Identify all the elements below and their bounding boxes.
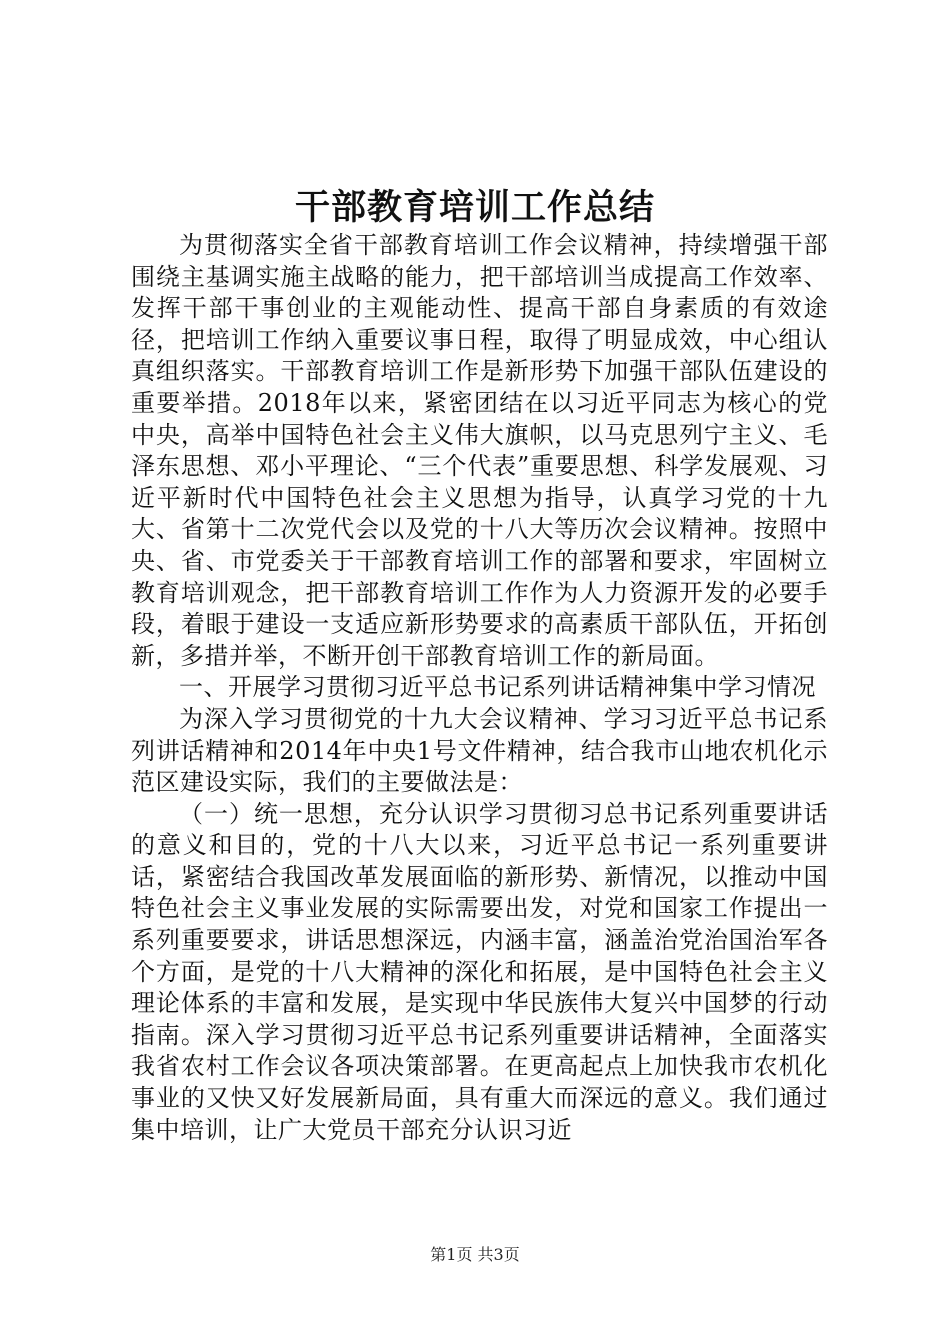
section-1-intro-paragraph: 为深入学习贯彻党的十九大会议精神、学习习近平总书记系列讲话精神和2014年中央1号文件精神，结合我市山地农机化示范区建设实际，我们的主要做法是： bbox=[131, 704, 828, 797]
subsection-1-paragraph: （一）统一思想，充分认识学习贯彻习总书记系列重要讲话的意义和目的，党的十八大以来，习近平总书记一系列重要讲话，紧密结合我国改革发展面临的新形势、新情况，以推动中国特色社会主义事业发展的实际需要出发，对党和国家工作提出一系列重要要求，讲话思想深远，内涵丰富，涵盖治党治国治军各个方面，是党的十八大精神的深化和拓展，是中国特色社会主义理论体系的丰富和发展，是实现中华民族伟大复兴中国梦的行动指南。深入学习贯彻习近平总书记系列重要讲话精神，全面落实我省农村工作会议各项决策部署。在更高起点上加快我市农机化事业的又快又好发展新局面，具有重大而深远的意义。我们通过集中培训，让广大党员干部充分认识习近 bbox=[131, 799, 828, 1144]
document-title: 干部教育培训工作总结 bbox=[294, 187, 655, 228]
document-body bbox=[131, 230, 828, 1146]
intro-paragraph: 为贯彻落实全省干部教育培训工作会议精神，持续增强干部围绕主基调实施主战略的能力，把干部培训当成提高工作效率、发挥干部干事创业的主观能动性、提高干部自身素质的有效途径，把培训工作纳入重要议事日程，取得了明显成效，中心组认真组织落实。干部教育培训工作是新形势下加强干部队伍建设的重要举措。2018年以来，紧密团结在以习近平同志为核心的党中央，高举中国特色社会主义伟大旗帜，以马克思列宁主义、毛泽东思想、邓小平理论、“三个代表”重要思想、科学发展观、习近平新时代中国特色社会主义思想为指导，认真学习党的十九大、省第十二次党代会以及党的十八大等历次会议精神。按照中央、省、市党委关于干部教育培训工作的部署和要求，牢固树立教育培训观念，把干部教育培训工作作为人力资源开发的必要手段，着眼于建设一支适应新形势要求的高素质干部队伍，开拓创新，多措并举，不断开创干部教育培训工作的新局面。 bbox=[131, 231, 828, 670]
page-number-footer: 第1页 共3页 bbox=[430, 1245, 520, 1264]
section-heading-1: 一、开展学习贯彻习近平总书记系列讲话精神集中学习情况 bbox=[179, 673, 816, 702]
